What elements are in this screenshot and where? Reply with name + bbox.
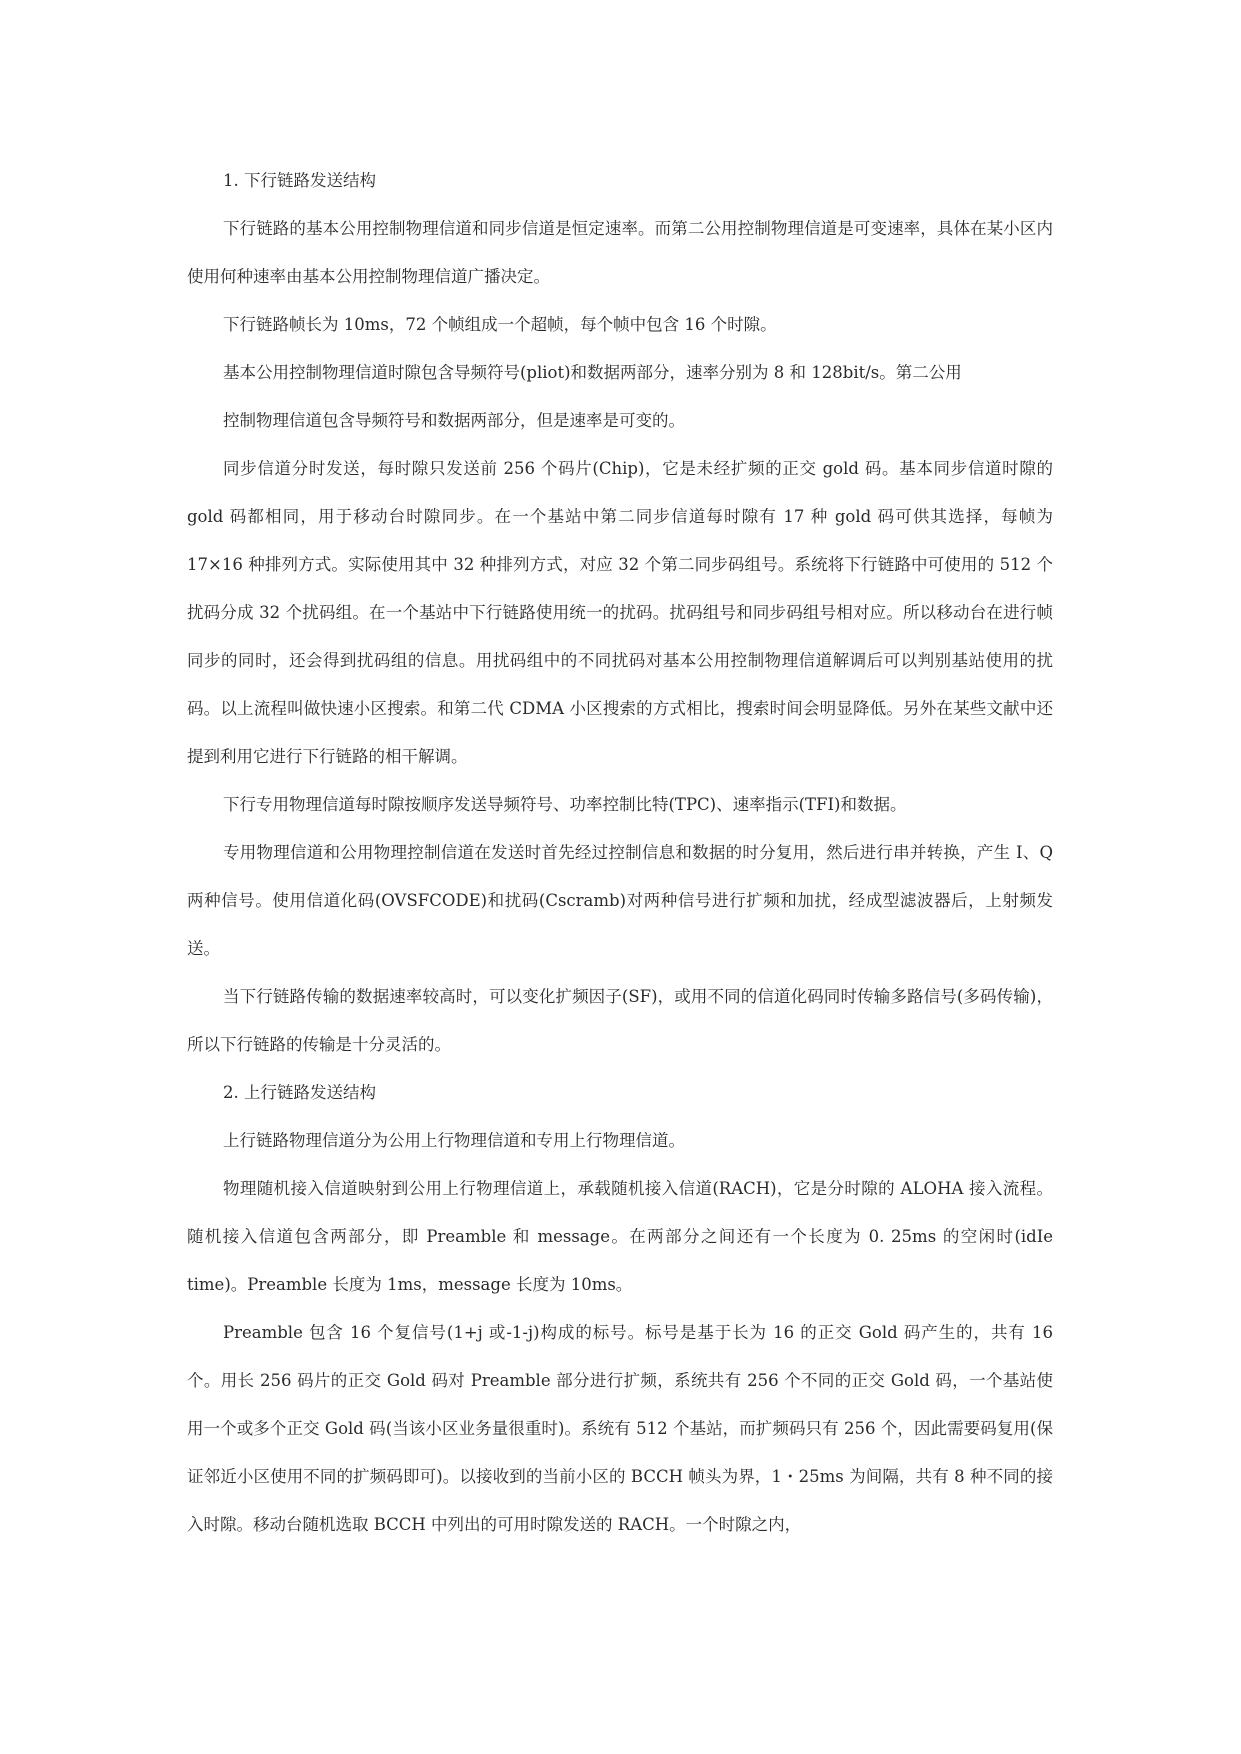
section-heading-downlink: 1. 下行链路发送结构: [223, 171, 376, 190]
paragraph: 当下行链路传输的数据速率较高时，可以变化扩频因子(SF)，或用不同的信道化码同时传输多路信号(多码传输)，所以下行链路的传输是十分灵活的。: [187, 987, 1053, 1054]
paragraph: 下行链路的基本公用控制物理信道和同步信道是恒定速率。而第二公用控制物理信道是可变速率，具体在某小区内使用何种速率由基本公用控制物理信道广播决定。: [187, 219, 1053, 286]
paragraph: 上行链路物理信道分为公用上行物理信道和专用上行物理信道。: [223, 1131, 685, 1150]
paragraph: Preamble 包含 16 个复信号(1+j 或-1-j)构成的标号。标号是基于长为 16 的正交 Gold 码产生的，共有 16 个。用长 256 码片的正交 Gold 码对 Preamble 部分进行扩频，系统共有 256 个不同的正交 Gold 码，一个基站使用一个或多个正交 Gold 码(当该小区业务量很重时)。系统有 512 个基站，而扩频码只有 256 个，因此需要码复用(保证邻近小区使用不同的扩频码即可)。以接收到的当前小区的 BCCH 帧头为界，1・25ms 为间隔，共有 8 种不同的接入时隙。移动台随机选取 BCCH 中列出的可用时隙发送的 RACH。一个时隙之内，: [187, 1323, 1053, 1534]
paragraph: 同步信道分时发送，每时隙只发送前 256 个码片(Chip)，它是未经扩频的正交 gold 码。基本同步信道时隙的 gold 码都相同，用于移动台时隙同步。在一个基站中第二同步信道每时隙有 17 种 gold 码可供其选择，每帧为 17×16 种排列方式。实际使用其中 32 种排列方式，对应 32 个第二同步码组号。系统将下行链路中可使用的 512 个扰码分成 32 个扰码组。在一个基站中下行链路使用统一的扰码。扰码组号和同步码组号相对应。所以移动台在进行帧同步的同时，还会得到扰码组的信息。用扰码组中的不同扰码对基本公用控制物理信道解调后可以判别基站使用的扰码。以上流程叫做快速小区搜索。和第二代 CDMA 小区搜索的方式相比，搜索时间会明显降低。另外在某些文献中还提到利用它进行下行链路的相干解调。: [187, 459, 1053, 766]
paragraph: 基本公用控制物理信道时隙包含导频符号(pliot)和数据两部分，速率分别为 8 和 128bit/s。第二公用: [223, 363, 962, 382]
paragraph: 物理随机接入信道映射到公用上行物理信道上，承载随机接入信道(RACH)，它是分时隙的 ALOHA 接入流程。随机接入信道包含两部分，即 Preamble 和 message。在两部分之间还有一个长度为 0. 25ms 的空闲时(idIe time)。Preamble 长度为 1ms，message 长度为 10ms。: [187, 1179, 1053, 1294]
paragraph: 控制物理信道包含导频符号和数据两部分，但是速率是可变的。: [223, 411, 685, 430]
paragraph: 下行链路帧长为 10ms，72 个帧组成一个超帧，每个帧中包含 16 个时隙。: [223, 315, 777, 334]
paragraph: 专用物理信道和公用物理控制信道在发送时首先经过控制信息和数据的时分复用，然后进行串并转换，产生 I、Q 两种信号。使用信道化码(OVSFCODE)和扰码(Cscramb)对两种信号进行扩频和加扰，经成型滤波器后，上射频发送。: [187, 843, 1053, 958]
paragraph: 下行专用物理信道每时隙按顺序发送导频符号、功率控制比特(TPC)、速率指示(TFI)和数据。: [223, 795, 907, 814]
document-body: [187, 157, 1053, 1549]
section-heading-uplink: 2. 上行链路发送结构: [223, 1083, 376, 1102]
